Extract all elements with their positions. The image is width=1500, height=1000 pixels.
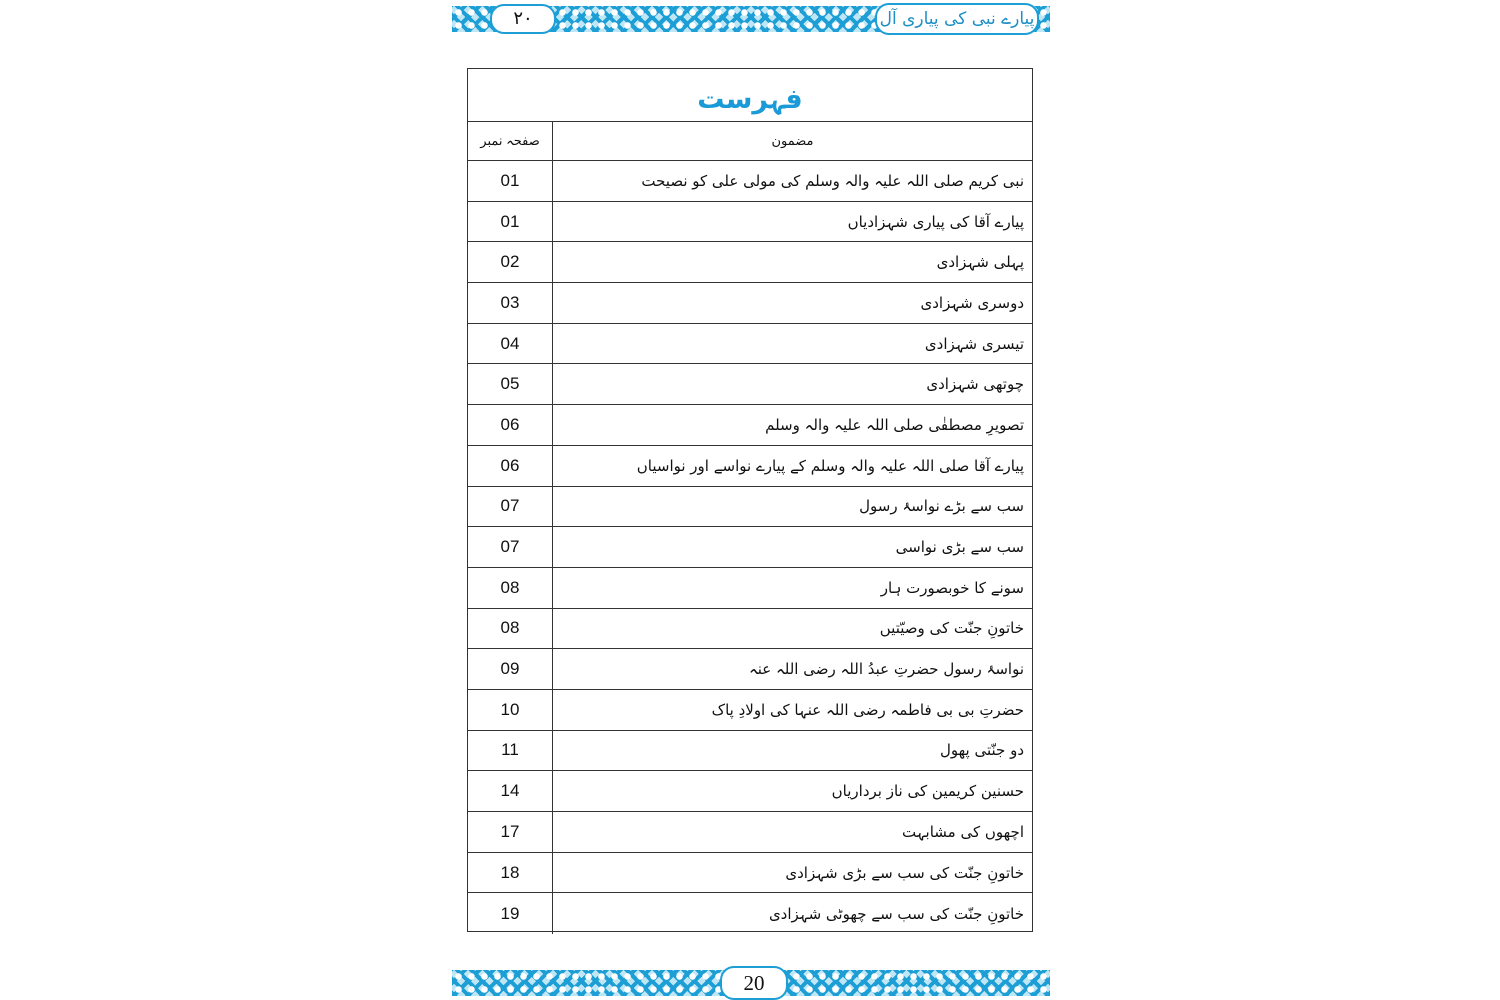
toc-page-number: 09 — [468, 649, 553, 689]
toc-topic: حسنین کریمین کی ناز برداریاں — [831, 782, 1024, 801]
toc-topic: تیسری شہزادی — [924, 334, 1024, 353]
toc-row — [468, 771, 1032, 812]
toc-topic: تصویرِ مصطفٰی صلی اللہ علیہ والہ وسلم — [765, 415, 1024, 434]
toc-page-number: 06 — [468, 405, 553, 445]
toc-topic: خاتونِ جنّت کی سب سے بڑی شہزادی — [785, 863, 1024, 882]
toc-page-number: 11 — [468, 731, 553, 771]
toc-topic: خاتونِ جنّت کی سب سے چھوٹی شہزادی — [768, 904, 1024, 923]
toc-page-number: 05 — [468, 364, 553, 404]
toc-row — [468, 568, 1032, 609]
toc-page-number: 19 — [468, 893, 553, 934]
toc-row — [468, 893, 1032, 934]
toc-title: فہرست — [468, 69, 1032, 122]
toc-topic: دوسری شہزادی — [920, 293, 1024, 312]
page-column-header: صفحہ نمبر — [468, 122, 553, 160]
toc-page-number: 17 — [468, 812, 553, 852]
toc-row — [468, 812, 1032, 853]
toc-row — [468, 161, 1032, 202]
toc-row — [468, 324, 1032, 365]
toc-topic: پیارے آقا کی پیاری شہزادیاں — [847, 212, 1024, 231]
table-of-contents — [467, 68, 1033, 932]
toc-page-number: 01 — [468, 161, 553, 201]
toc-topic: سب سے بڑے نواسۂ رسول — [859, 497, 1024, 516]
toc-row — [468, 649, 1032, 690]
toc-row — [468, 364, 1032, 405]
toc-page-number: 18 — [468, 853, 553, 893]
footer-page-number: 20 — [720, 966, 788, 1000]
toc-page-number: 08 — [468, 568, 553, 608]
toc-topic: نواسۂ رسول حضرتِ عبدُ اللہ رضی اللہ عنہ — [748, 660, 1024, 679]
toc-page-number: 10 — [468, 690, 553, 730]
toc-page-number: 04 — [468, 324, 553, 364]
toc-topic: پہلی شہزادی — [936, 253, 1024, 272]
toc-row — [468, 487, 1032, 528]
toc-topic: حضرتِ بی بی فاطمہ رضی اللہ عنہا کی اولادِ پاک — [711, 700, 1024, 719]
toc-row — [468, 527, 1032, 568]
toc-row — [468, 202, 1032, 243]
toc-topic: سونے کا خوبصورت ہار — [880, 578, 1024, 597]
toc-row — [468, 853, 1032, 894]
toc-row — [468, 446, 1032, 487]
toc-page-number: 03 — [468, 283, 553, 323]
toc-row — [468, 609, 1032, 650]
toc-topic: چوتھی شہزادی — [926, 375, 1024, 394]
toc-page-number: 06 — [468, 446, 553, 486]
toc-header-row — [468, 122, 1032, 161]
toc-page-number: 07 — [468, 527, 553, 567]
toc-topic: نبی کریم صلی اللہ علیہ والہ وسلم کی مولی علی کو نصیحت — [641, 171, 1024, 190]
toc-page-number: 08 — [468, 609, 553, 649]
toc-row — [468, 731, 1032, 772]
toc-topic: دو جنّتی پھول — [939, 741, 1024, 760]
toc-row — [468, 690, 1032, 731]
toc-page-number: 14 — [468, 771, 553, 811]
topic-column-header: مضمون — [771, 133, 814, 149]
toc-topic: پیارے آقا صلی اللہ علیہ والہ وسلم کے پیارے نواسے اور نواسیاں — [636, 456, 1024, 475]
toc-row — [468, 283, 1032, 324]
toc-topic: اچھوں کی مشابہت — [902, 822, 1024, 841]
toc-row — [468, 405, 1032, 446]
header-book-title: پیارے نبی کی پیاری آل — [875, 3, 1039, 35]
toc-row — [468, 242, 1032, 283]
toc-body — [468, 161, 1032, 934]
toc-page-number: 07 — [468, 487, 553, 527]
toc-topic: سب سے بڑی نواسی — [895, 538, 1024, 557]
toc-page-number: 02 — [468, 242, 553, 282]
toc-page-number: 01 — [468, 202, 553, 242]
toc-topic: خاتونِ جنّت کی وصیّتیں — [879, 619, 1024, 638]
header-page-number: ۲۰ — [490, 4, 556, 34]
